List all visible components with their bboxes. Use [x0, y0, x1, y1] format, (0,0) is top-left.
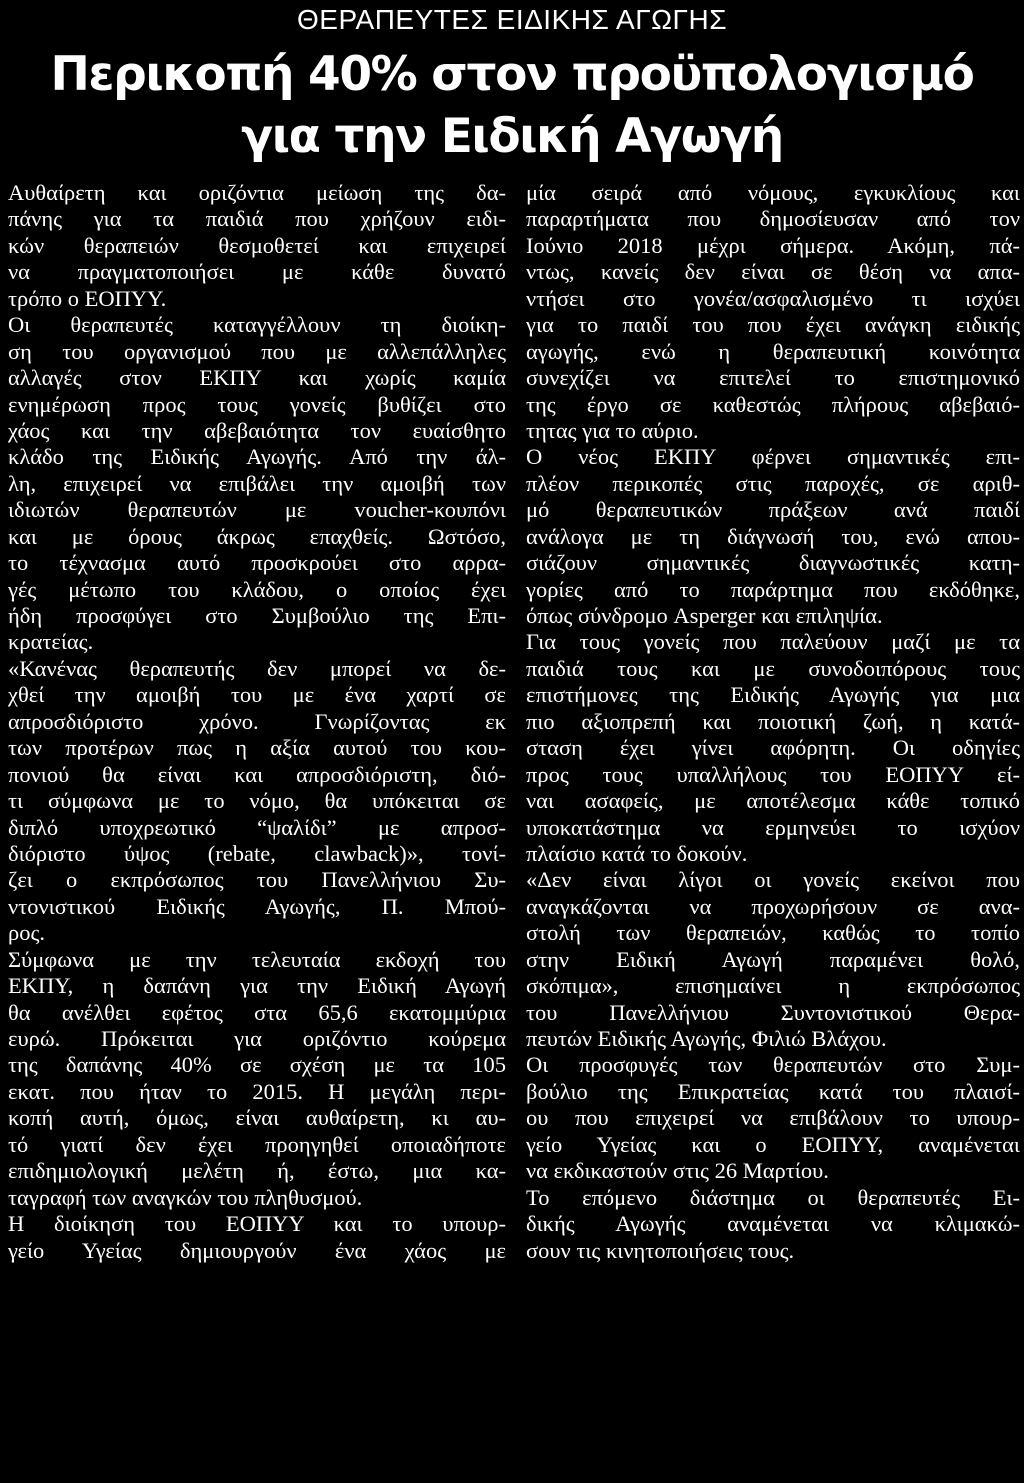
text-line: ανάλογα με τη διάγνωσή του, ενώ απου- — [526, 523, 1020, 549]
text-line: γείο Υγείας δημιουργούν ένα χάος με — [8, 1237, 506, 1263]
text-line: εκατ. που ήταν το 2015. Η μεγάλη περι- — [8, 1078, 506, 1104]
text-line: σκόπιμα», επισημαίνει η εκπρόσωπος — [526, 973, 1020, 999]
text-line: το τέχνασμα αυτό προσκρούει στο αρρα- — [8, 550, 506, 576]
text-line: πονιού θα είναι και απροσδιόριστη, διό- — [8, 761, 506, 787]
text-line: στολή των θεραπειών, καθώς το τοπίο — [526, 920, 1020, 946]
text-line: διόριστο ύψος (rebate, clawback)», τονί- — [8, 840, 506, 866]
text-line: κοπή αυτή, όμως, είναι αυθαίρετη, κι αυ- — [8, 1105, 506, 1131]
text-line: Για τους γονείς που παλεύουν μαζί με τα — [526, 629, 1020, 655]
text-line: ιδιωτών θεραπευτών με voucher-κουπόνι — [8, 497, 506, 523]
text-line: «Δεν είναι λίγοι οι γονείς εκείνοι που — [526, 867, 1020, 893]
text-line: κλάδο της Ειδικής Αγωγής. Από την άλ- — [8, 444, 506, 470]
text-line: «Κανένας θεραπευτής δεν μπορεί να δε- — [8, 655, 506, 681]
text-line: διπλό υποχρεωτικό “ψαλίδι” με απροσ- — [8, 814, 506, 840]
text-line: ντως, κανείς δεν είναι σε θέση να απα- — [526, 259, 1020, 285]
text-line: Αυθαίρετη και οριζόντια μείωση της δα- — [8, 180, 506, 205]
text-line: δικής Αγωγής αναμένεται να κλιμακώ- — [526, 1211, 1020, 1237]
text-line: πλέον περικοπές στις παροχές, σε αριθ- — [526, 470, 1020, 496]
text-line: ου που επιχειρεί να επιβάλουν το υπουρ- — [526, 1105, 1020, 1131]
text-line: σταση έχει γίνει αφόρητη. Οι οδηγίες — [526, 735, 1020, 761]
text-line: ευρώ. Πρόκειται για οριζόντιο κούρεμα — [8, 1026, 506, 1051]
text-line: πλαίσιο κατά το δοκούν. — [526, 840, 748, 866]
text-line: παραρτήματα που δημοσίευσαν από τον — [526, 206, 1020, 232]
text-line: ταγραφή των αναγκών του πληθυσμού. — [8, 1184, 363, 1210]
text-line: σιάζουν σημαντικές διαγνωστικές κατη- — [526, 550, 1020, 576]
text-line: γορίες από το παράρτημα που εκδόθηκε, — [526, 576, 1020, 602]
text-line: στην Ειδική Αγωγή παραμένει θολό, — [526, 946, 1020, 972]
text-line: όπως σύνδρομο Asperger και επιληψία. — [526, 603, 883, 628]
text-line: αναγκάζονται να προχωρήσουν σε ανα- — [526, 893, 1020, 919]
text-line: χάος και την αβεβαιότητα τον ευαίσθητο — [8, 417, 506, 443]
text-line: Το επόμενο διάστημα οι θεραπευτές Ει- — [526, 1184, 1020, 1210]
text-line: ντονιστικού Ειδικής Αγωγής, Π. Μπού- — [8, 893, 506, 919]
headline-line-1: Περικοπή 40% στον προϋπολογισμό — [50, 47, 974, 102]
text-line: Ιούνιο 2018 μέχρι σήμερα. Ακόμη, πά- — [526, 232, 1020, 258]
text-line: της δαπάνης 40% σε σχέση με τα 105 — [8, 1052, 506, 1078]
text-line: πάνης για τα παιδιά που χρήζουν ειδι- — [8, 206, 506, 232]
text-line: θα ανέλθει εφέτος στα 65,6 εκατομμύρια — [8, 999, 506, 1025]
headline-line-2: για την Ειδική Αγωγή — [241, 109, 783, 164]
text-line: κών θεραπειών θεσμοθετεί και επιχειρεί — [8, 232, 506, 258]
text-line: να πραγματοποιήσει με κάθε δυνατό — [8, 259, 506, 285]
text-line: για το παιδί του που έχει ανάγκη ειδικής — [526, 312, 1020, 338]
article-column-left — [8, 180, 506, 1264]
text-line: των προτέρων πως η αξία αυτού του κου- — [8, 735, 506, 761]
text-line: Η διοίκηση του ΕΟΠΥΥ και το υπουρ- — [8, 1211, 506, 1237]
text-line: πιο αξιοπρεπή και ποιοτική ζωή, η κατά- — [526, 708, 1020, 734]
text-line: ζει ο εκπρόσωπος του Πανελλήνιου Συ- — [8, 867, 506, 893]
text-line: ση του οργανισμού που με αλλεπάλληλες — [8, 338, 506, 364]
text-line: τρόπο ο ΕΟΠΥΥ. — [8, 285, 167, 311]
text-line: γείο Υγείας και ο ΕΟΠΥΥ, αναμένεται — [526, 1131, 1020, 1157]
text-line: ΕΚΠΥ, η δαπάνη για την Ειδική Αγωγή — [8, 973, 506, 999]
text-line: λη, επιχειρεί να επιβάλει την αμοιβή των — [8, 470, 506, 496]
text-line: βούλιο της Επικρατείας κατά του πλαισί- — [526, 1078, 1020, 1104]
text-line: τό γιατί δεν έχει προηγηθεί οποιαδήποτε — [8, 1131, 506, 1157]
text-line: και με όρους άκρως επαχθείς. Ωστόσο, — [8, 523, 506, 549]
text-line: παιδιά τους και με συνοδοιπόρους τους — [526, 655, 1020, 681]
text-line: ντήσει στο γονέα/ασφαλισμένο τι ισχύει — [526, 285, 1020, 311]
text-line: ρος. — [8, 920, 46, 946]
text-line: σουν τις κινητοποιήσεις τους. — [526, 1237, 795, 1263]
text-line: μό θεραπευτικών πράξεων ανά παιδί — [526, 497, 1020, 523]
text-line: υποκατάστημα να ερμηνεύει το ισχύον — [526, 814, 1020, 840]
text-line: μία σειρά από νόμους, εγκυκλίους και — [526, 180, 1020, 205]
text-line: αλλαγές στον ΕΚΠΥ και χωρίς καμία — [8, 365, 506, 391]
text-line: επιδημιολογική μελέτη ή, έστω, μια κα- — [8, 1158, 506, 1184]
text-line: επιστήμονες της Ειδικής Αγωγής για μια — [526, 682, 1020, 708]
text-line: απροσδιόριστο χρόνο. Γνωρίζοντας εκ — [8, 708, 506, 734]
text-line: αγωγής, ενώ η θεραπευτική κοινότητα — [526, 338, 1020, 364]
text-line: τητας για το αύριο. — [526, 417, 699, 443]
text-line: συνεχίζει να επιτελεί το επιστημονικό — [526, 365, 1020, 391]
text-line: του Πανελλήνιου Συντονιστικού Θερα- — [526, 999, 1020, 1025]
text-line: ναι ασαφείς, με αποτέλεσμα κάθε τοπικό — [526, 788, 1020, 814]
text-line: κρατείας. — [8, 629, 94, 655]
text-line: πευτών Ειδικής Αγωγής, Φιλιώ Βλάχου. — [526, 1026, 887, 1051]
text-line: ενημέρωση προς τους γονείς βυθίζει στο — [8, 391, 506, 417]
text-line: να εκδικαστούν στις 26 Μαρτίου. — [526, 1158, 829, 1184]
text-line: Ο νέος ΕΚΠΥ φέρνει σημαντικές επι- — [526, 444, 1020, 470]
text-line: γές μέτωπο του κλάδου, ο οποίος έχει — [8, 576, 506, 602]
text-line: Οι θεραπευτές καταγγέλλουν τη διοίκη- — [8, 312, 506, 338]
text-line: προς τους υπαλλήλους του ΕΟΠΥΥ εί- — [526, 761, 1020, 787]
text-line: Οι προσφυγές των θεραπευτών στο Συμ- — [526, 1052, 1020, 1078]
text-line: ήδη προσφύγει στο Συμβούλιο της Επι- — [8, 603, 506, 628]
article-headline — [0, 44, 1024, 168]
article-column-right — [526, 180, 1020, 1264]
article-kicker: ΘΕΡΑΠΕΥΤΕΣ ΕΙΔΙΚΗΣ ΑΓΩΓΗΣ — [296, 4, 728, 35]
text-line: χθεί την αμοιβή του με ένα χαρτί σε — [8, 682, 506, 708]
text-line: της έργο σε καθεστώς πλήρους αβεβαιό- — [526, 391, 1020, 417]
text-line: τι σύμφωνα με το νόμο, θα υπόκειται σε — [8, 788, 506, 814]
text-line: Σύμφωνα με την τελευταία εκδοχή του — [8, 946, 506, 972]
